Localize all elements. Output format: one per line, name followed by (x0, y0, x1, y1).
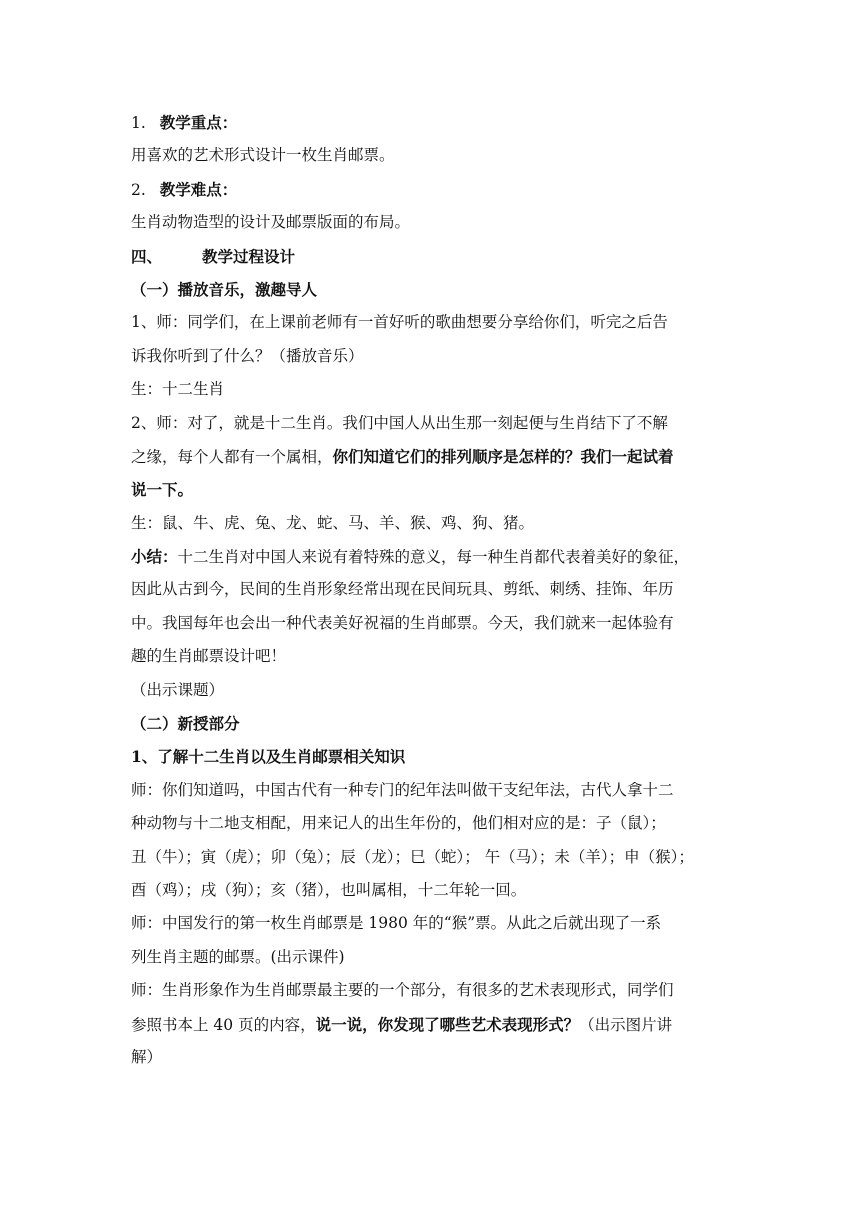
summary-text-1: 十二生肖对中国人来说有着特殊的意义，每一种生肖都代表着美好的象征， (177, 548, 690, 567)
teacher-art-line-3: 解） (131, 1047, 163, 1066)
section-four-title: 教学过程设计 (202, 246, 296, 266)
part-two-heading: （二）新授部分 (131, 714, 240, 734)
summary-line-3: 中。我国每年也会出一种代表美好祝福的生肖邮票。今天，我们就来一起体验有 (131, 613, 674, 632)
difficulty-title: 教学难点： (159, 179, 238, 199)
teacher-line-2a: 2、师：对了，就是十二生肖。我们中国人从出生那一刻起便与生肖结下了不解 (131, 413, 668, 432)
teacher-line-1b: 诉我你听到了什么？（播放音乐） (131, 346, 364, 365)
difficulty-heading (131, 173, 733, 206)
summary-line-1 (131, 540, 733, 573)
teacher-line-1a: 1、师：同学们，在上课前老师有一首好听的歌曲想要分享给你们，听完之后告 (131, 313, 668, 332)
part-two-subheading: 1、了解十二生肖以及生肖邮票相关知识 (131, 747, 406, 767)
teacher-zodiac-line-2: 种动物与十二地支相配，用来记人的出生年份的，他们相对应的是：子（鼠）； (131, 814, 666, 833)
summary-label: 小结： (131, 547, 178, 567)
teacher-art-line-2-bold: 说一说，你发现了哪些艺术表现形式？ (315, 1014, 580, 1034)
key-point-text: 用喜欢的艺术形式设计一枚生肖邮票。 (131, 146, 395, 165)
key-point-number: 1. (131, 114, 146, 132)
teacher-art-line-2-normal: 参照书本上 40 页的内容， (131, 1015, 316, 1034)
teacher-zodiac-line-1: 师：你们知道吗，中国古代有一种专门的纪年法叫做干支纪年法，古代人拿十二 (131, 780, 674, 799)
student-answer-1: 生：十二生肖 (131, 380, 225, 399)
document-body (131, 106, 733, 1074)
teacher-stamp-line-1: 师：中国发行的第一枚生肖邮票是 1980 年的“猴”票。从此之后就出现了一系 (131, 914, 662, 933)
teacher-line-2c: 说一下。 (131, 480, 194, 500)
teacher-line-2b (131, 440, 733, 473)
summary-line-4: 趣的生肖邮票设计吧！ (131, 647, 287, 666)
key-point-heading (131, 106, 733, 139)
difficulty-text: 生肖动物造型的设计及邮票版面的布局。 (131, 213, 411, 232)
teacher-zodiac-line-4: 酉（鸡）；戌（狗）；亥（猪），也叫属相，十二年轮一回。 (131, 880, 527, 899)
difficulty-number: 2. (131, 180, 146, 199)
key-point-title: 教学重点： (159, 113, 238, 132)
teacher-art-line-2-tail: （出示图片讲 (579, 1015, 673, 1034)
teacher-zodiac-line-3: 丑（牛）；寅（虎）；卯（兔）；辰（龙）；巳（蛇）； 午（马）；未（羊）；申（猴）； (131, 847, 694, 866)
teacher-art-line-2 (131, 1008, 733, 1041)
section-four-number: 四、 (131, 246, 163, 266)
part-one-heading: （一）播放音乐，激趣导人 (131, 279, 318, 299)
summary-line-2: 因此从古到今，民间的生肖形象经常出现在民间玩具、剪纸、刺绣、挂饰、年历 (131, 580, 674, 599)
section-four-heading (131, 240, 733, 273)
teacher-line-2b-bold: 你们知道它们的排列顺序是怎样的？我们一起试着 (332, 446, 674, 466)
teacher-line-2b-normal: 之缘，每个人都有一个属相， (131, 447, 333, 466)
student-answer-2: 生：鼠、牛、虎、兔、龙、蛇、马、羊、猴、鸡、狗、猪。 (131, 513, 535, 532)
show-topic-note: （出示课题） (131, 680, 225, 699)
teacher-art-line-1: 师：生肖形象作为生肖邮票最主要的一个部分，有很多的艺术表现形式，同学们 (131, 981, 674, 1000)
teacher-stamp-line-2: 列生肖主题的邮票。(出示课件) (131, 947, 345, 966)
